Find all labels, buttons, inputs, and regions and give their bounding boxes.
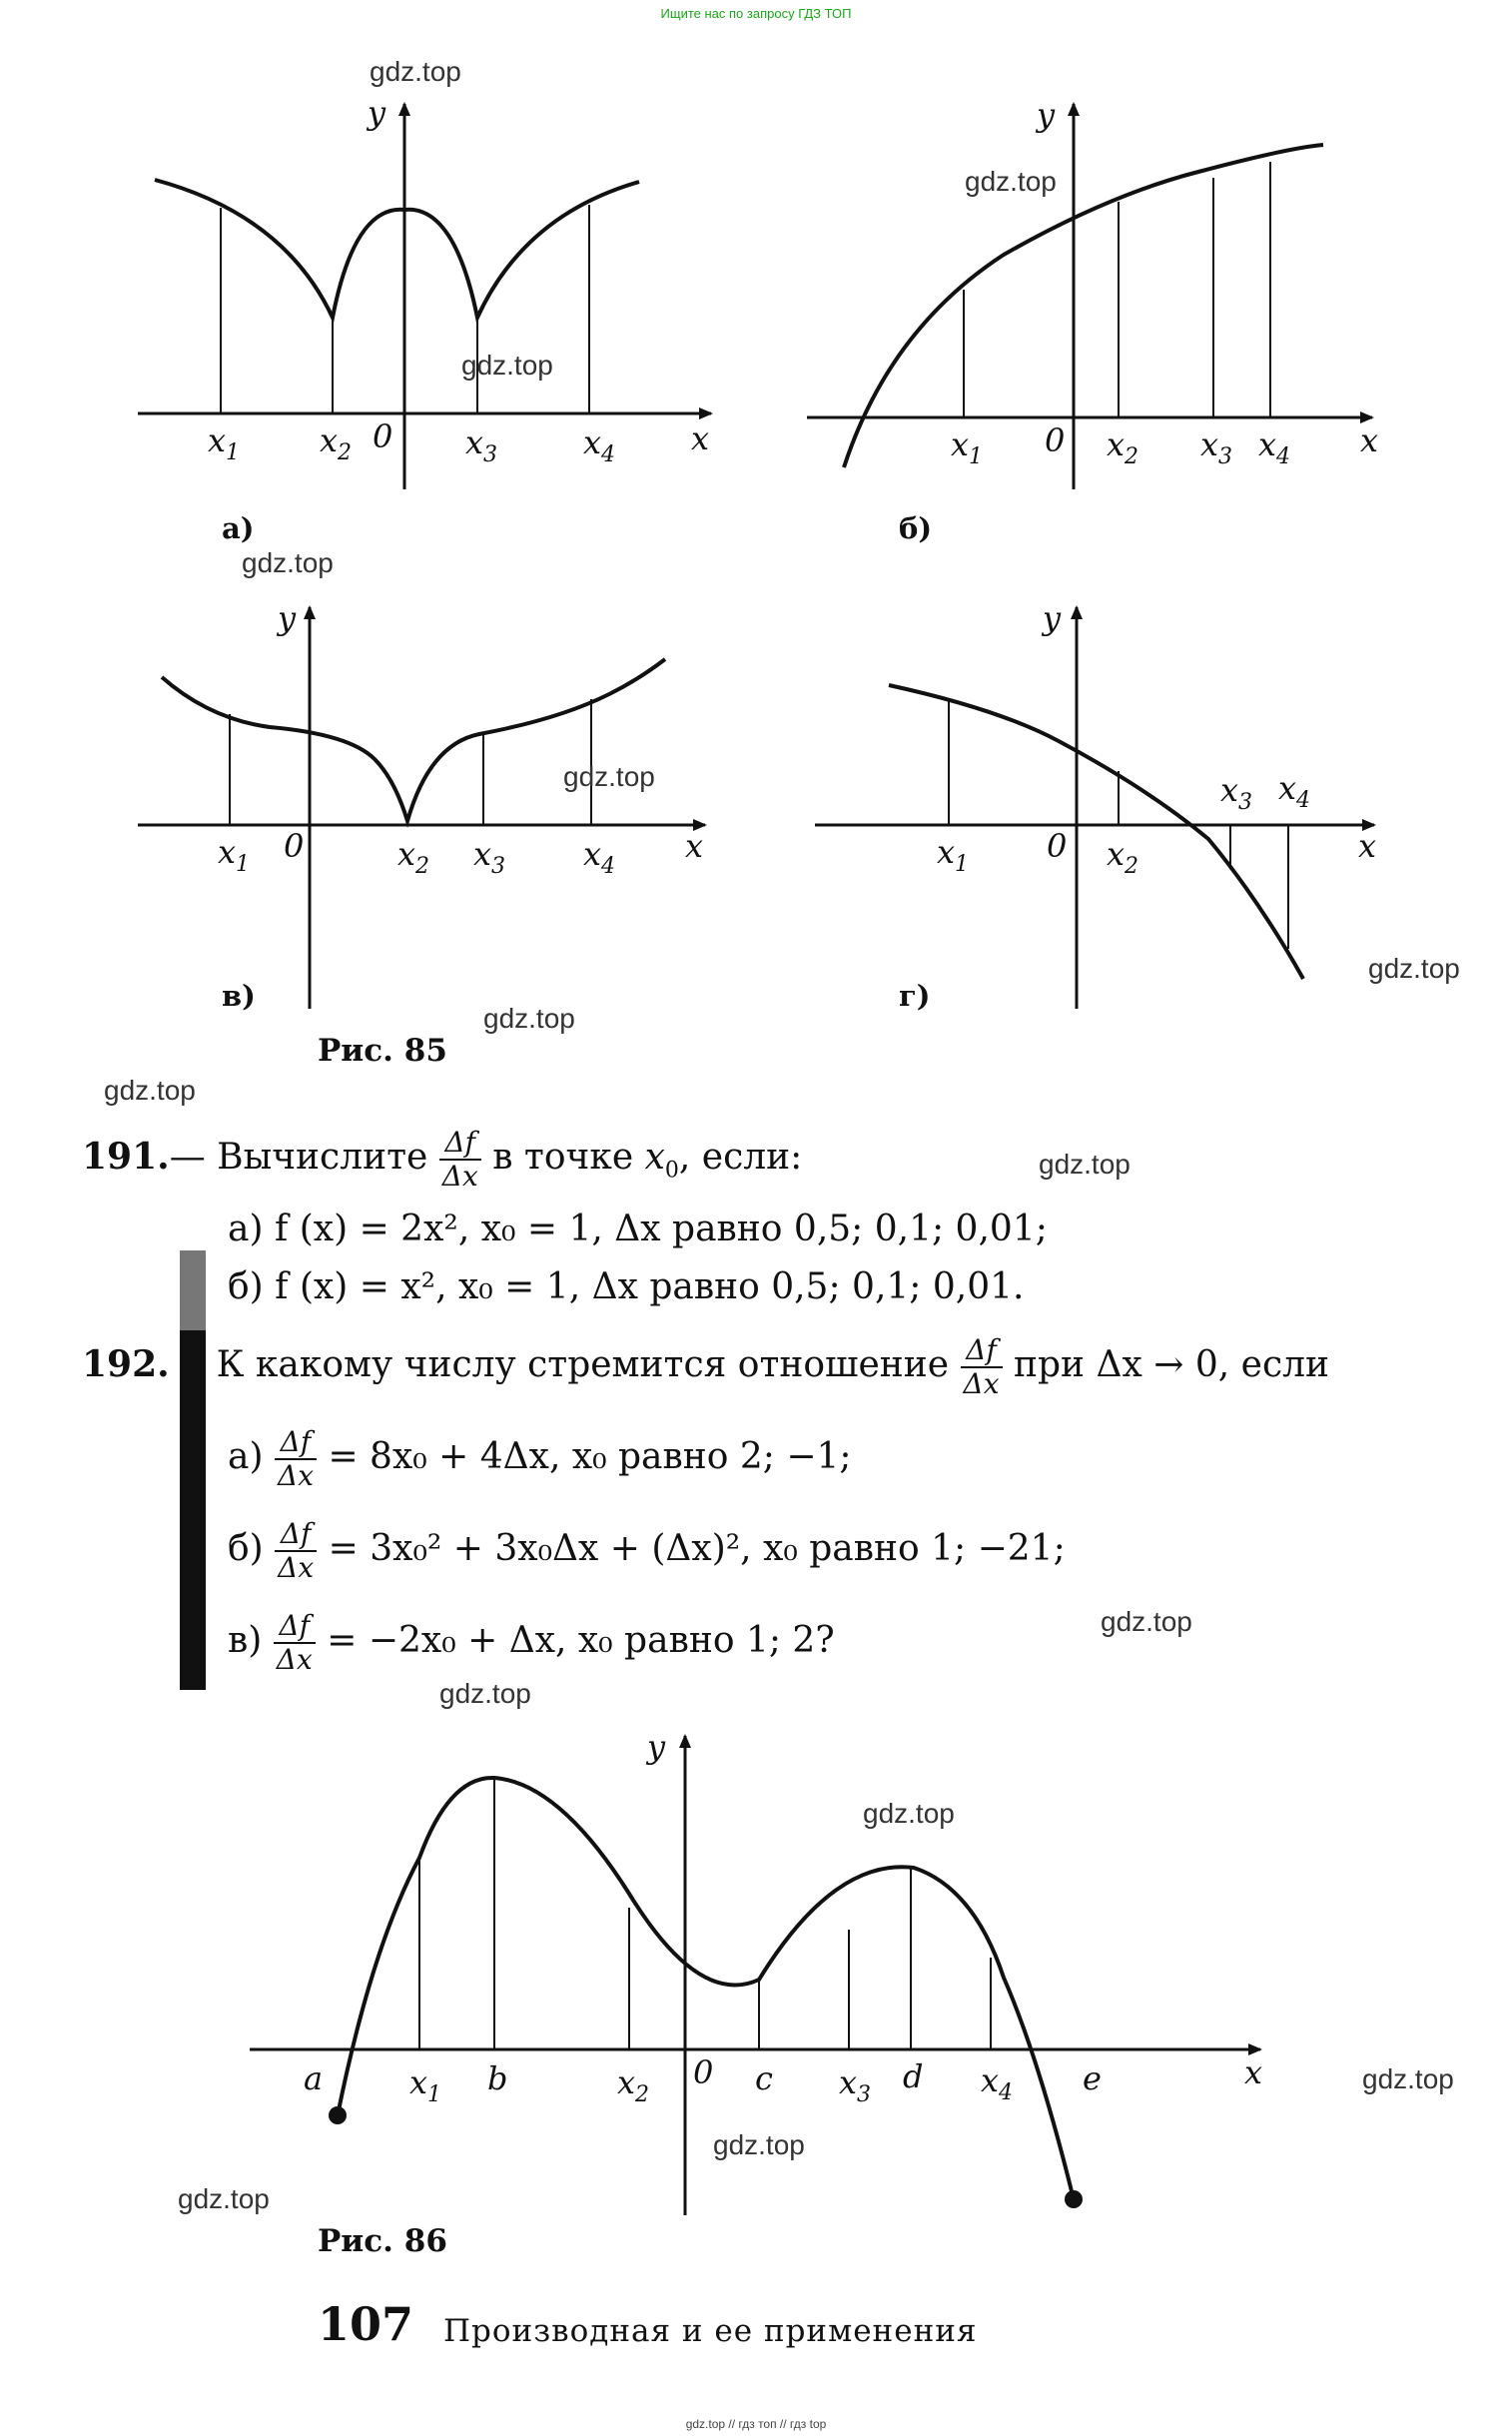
problem-192-item-b: б) $\frac{\Delta f}{\Delta x}$ = 3x₀² + 3x₀Δx + (Δx)², x₀ равно 1; −21; xyxy=(228,1517,1066,1585)
watermark: gdz.top xyxy=(104,1075,196,1106)
footer-link[interactable]: gdz.top // гдз топ // гдз top xyxy=(685,2417,827,2431)
tick-x3: $x_3$ xyxy=(1200,425,1233,469)
tick-x3: $x_3$ xyxy=(1220,771,1253,815)
watermark: gdz.top xyxy=(483,1003,575,1034)
y-label: y xyxy=(647,1728,666,1766)
tick-d: d xyxy=(903,2057,924,2095)
endpoint-e xyxy=(1065,2190,1083,2208)
tick-x3: $x_3$ xyxy=(465,423,498,467)
watermark: gdz.top xyxy=(1101,1606,1192,1637)
figure-85-caption: Рис. 85 xyxy=(318,1033,447,1069)
header-link[interactable]: Ищите нас по запросу ГДЗ ТОП xyxy=(660,6,852,21)
y-label: y xyxy=(278,599,297,637)
watermark: gdz.top xyxy=(370,56,461,87)
tick-c: c xyxy=(755,2059,773,2097)
problem-text: , если: xyxy=(678,1137,803,1179)
tick-x2: $x_2$ xyxy=(397,835,430,879)
tick-0: 0 xyxy=(284,827,305,865)
watermark: gdz.top xyxy=(178,2183,270,2214)
watermark: gdz.top xyxy=(563,761,655,792)
x-label: x xyxy=(1244,2053,1263,2091)
problem-text: при Δx → 0, если xyxy=(1014,1344,1329,1386)
problem-dash: — xyxy=(169,1137,206,1179)
endpoint-a xyxy=(329,2106,347,2124)
problem-number: 191. xyxy=(82,1136,170,1179)
y-label: y xyxy=(1037,96,1056,134)
panel-g-label: г) xyxy=(899,979,931,1013)
tick-x2: $x_2$ xyxy=(320,421,353,465)
watermark: gdz.top xyxy=(439,1678,531,1709)
tick-x1: $x_1$ xyxy=(951,425,984,469)
tick-a: a xyxy=(304,2059,324,2097)
section-title: Производная и ее применения xyxy=(443,2313,978,2349)
panel-v-graph xyxy=(138,607,705,1009)
x0-var: x xyxy=(644,1137,665,1179)
fraction: $\frac{\Delta f}{\Delta x}$ xyxy=(275,1426,317,1492)
tick-0: 0 xyxy=(1047,827,1068,865)
tick-x4: $x_4$ xyxy=(583,835,616,879)
watermark: gdz.top xyxy=(1362,2063,1454,2094)
fraction: $\frac{\Delta f}{\Delta x}$ xyxy=(439,1127,481,1193)
x-label: x xyxy=(685,827,704,865)
margin-marker-top xyxy=(180,1250,206,1330)
problem-192-item-v: в) $\frac{\Delta f}{\Delta x}$ = −2x₀ + Δx, x₀ равно 1; 2? xyxy=(228,1609,835,1677)
x0-sub: 0 xyxy=(664,1158,679,1184)
watermark: gdz.top xyxy=(863,1798,955,1829)
curve xyxy=(155,180,639,318)
panel-v-label: в) xyxy=(222,979,256,1013)
x-label: x xyxy=(1360,421,1379,459)
fraction: $\frac{\Delta f}{\Delta x}$ xyxy=(275,1518,317,1584)
tick-x1: $x_1$ xyxy=(937,833,970,877)
problem-text: К какому числу стремится отношение xyxy=(216,1344,950,1386)
y-label: y xyxy=(1043,599,1062,637)
problem-number: 192. xyxy=(82,1343,170,1386)
problem-192-heading xyxy=(82,1334,1329,1400)
tick-0: 0 xyxy=(693,2053,714,2091)
fraction: $\frac{\Delta f}{\Delta x}$ xyxy=(961,1334,1003,1400)
x-label: x xyxy=(691,419,710,457)
watermark: gdz.top xyxy=(965,166,1057,197)
tick-e: e xyxy=(1083,2059,1102,2097)
problem-191-heading xyxy=(82,1127,802,1193)
tick-x1: $x_1$ xyxy=(218,833,251,877)
tick-x2: $x_2$ xyxy=(617,2063,650,2107)
tick-x4: $x_4$ xyxy=(1278,769,1311,813)
problem-text: Вычислите xyxy=(217,1137,428,1179)
figure-86-caption: Рис. 86 xyxy=(318,2223,447,2259)
problem-191-item-a: а) f (x) = 2x², x₀ = 1, Δx равно 0,5; 0,1; 0,01; xyxy=(228,1209,1048,1249)
problem-191-item-b: б) f (x) = x², x₀ = 1, Δx равно 0,5; 0,1; 0,01. xyxy=(228,1266,1025,1307)
panel-g-graph xyxy=(815,607,1377,1009)
tick-x4: $x_4$ xyxy=(1258,425,1291,469)
y-label: y xyxy=(368,94,386,132)
watermark: gdz.top xyxy=(713,2129,805,2160)
curve xyxy=(338,1778,1074,2199)
tick-0: 0 xyxy=(1045,421,1066,459)
watermark: gdz.top xyxy=(242,547,334,578)
page-number: 107 xyxy=(318,2297,414,2351)
tick-x1: $x_1$ xyxy=(208,421,241,465)
panel-b-graph xyxy=(807,104,1372,489)
tick-x1: $x_1$ xyxy=(409,2063,442,2107)
tick-0: 0 xyxy=(373,417,393,455)
fraction: $\frac{\Delta f}{\Delta x}$ xyxy=(274,1610,316,1676)
tick-x3: $x_3$ xyxy=(839,2063,872,2107)
x-label: x xyxy=(1358,827,1377,865)
watermark: gdz.top xyxy=(461,350,553,381)
tick-x4: $x_4$ xyxy=(583,423,616,467)
tick-b: b xyxy=(487,2059,508,2097)
panel-b-label: б) xyxy=(899,511,933,545)
watermark: gdz.top xyxy=(1368,953,1460,984)
watermark: gdz.top xyxy=(1039,1149,1131,1180)
problem-192-item-a: а) $\frac{\Delta f}{\Delta x}$ = 8x₀ + 4Δx, x₀ равно 2; −1; xyxy=(228,1425,852,1493)
tick-x4: $x_4$ xyxy=(981,2061,1014,2105)
tick-x3: $x_3$ xyxy=(473,835,506,879)
tick-x2: $x_2$ xyxy=(1107,425,1139,469)
panel-a-label: а) xyxy=(222,511,255,545)
figure-86 xyxy=(0,1698,1512,2257)
tick-x2: $x_2$ xyxy=(1107,835,1139,879)
problem-text: в точке xyxy=(492,1137,634,1179)
